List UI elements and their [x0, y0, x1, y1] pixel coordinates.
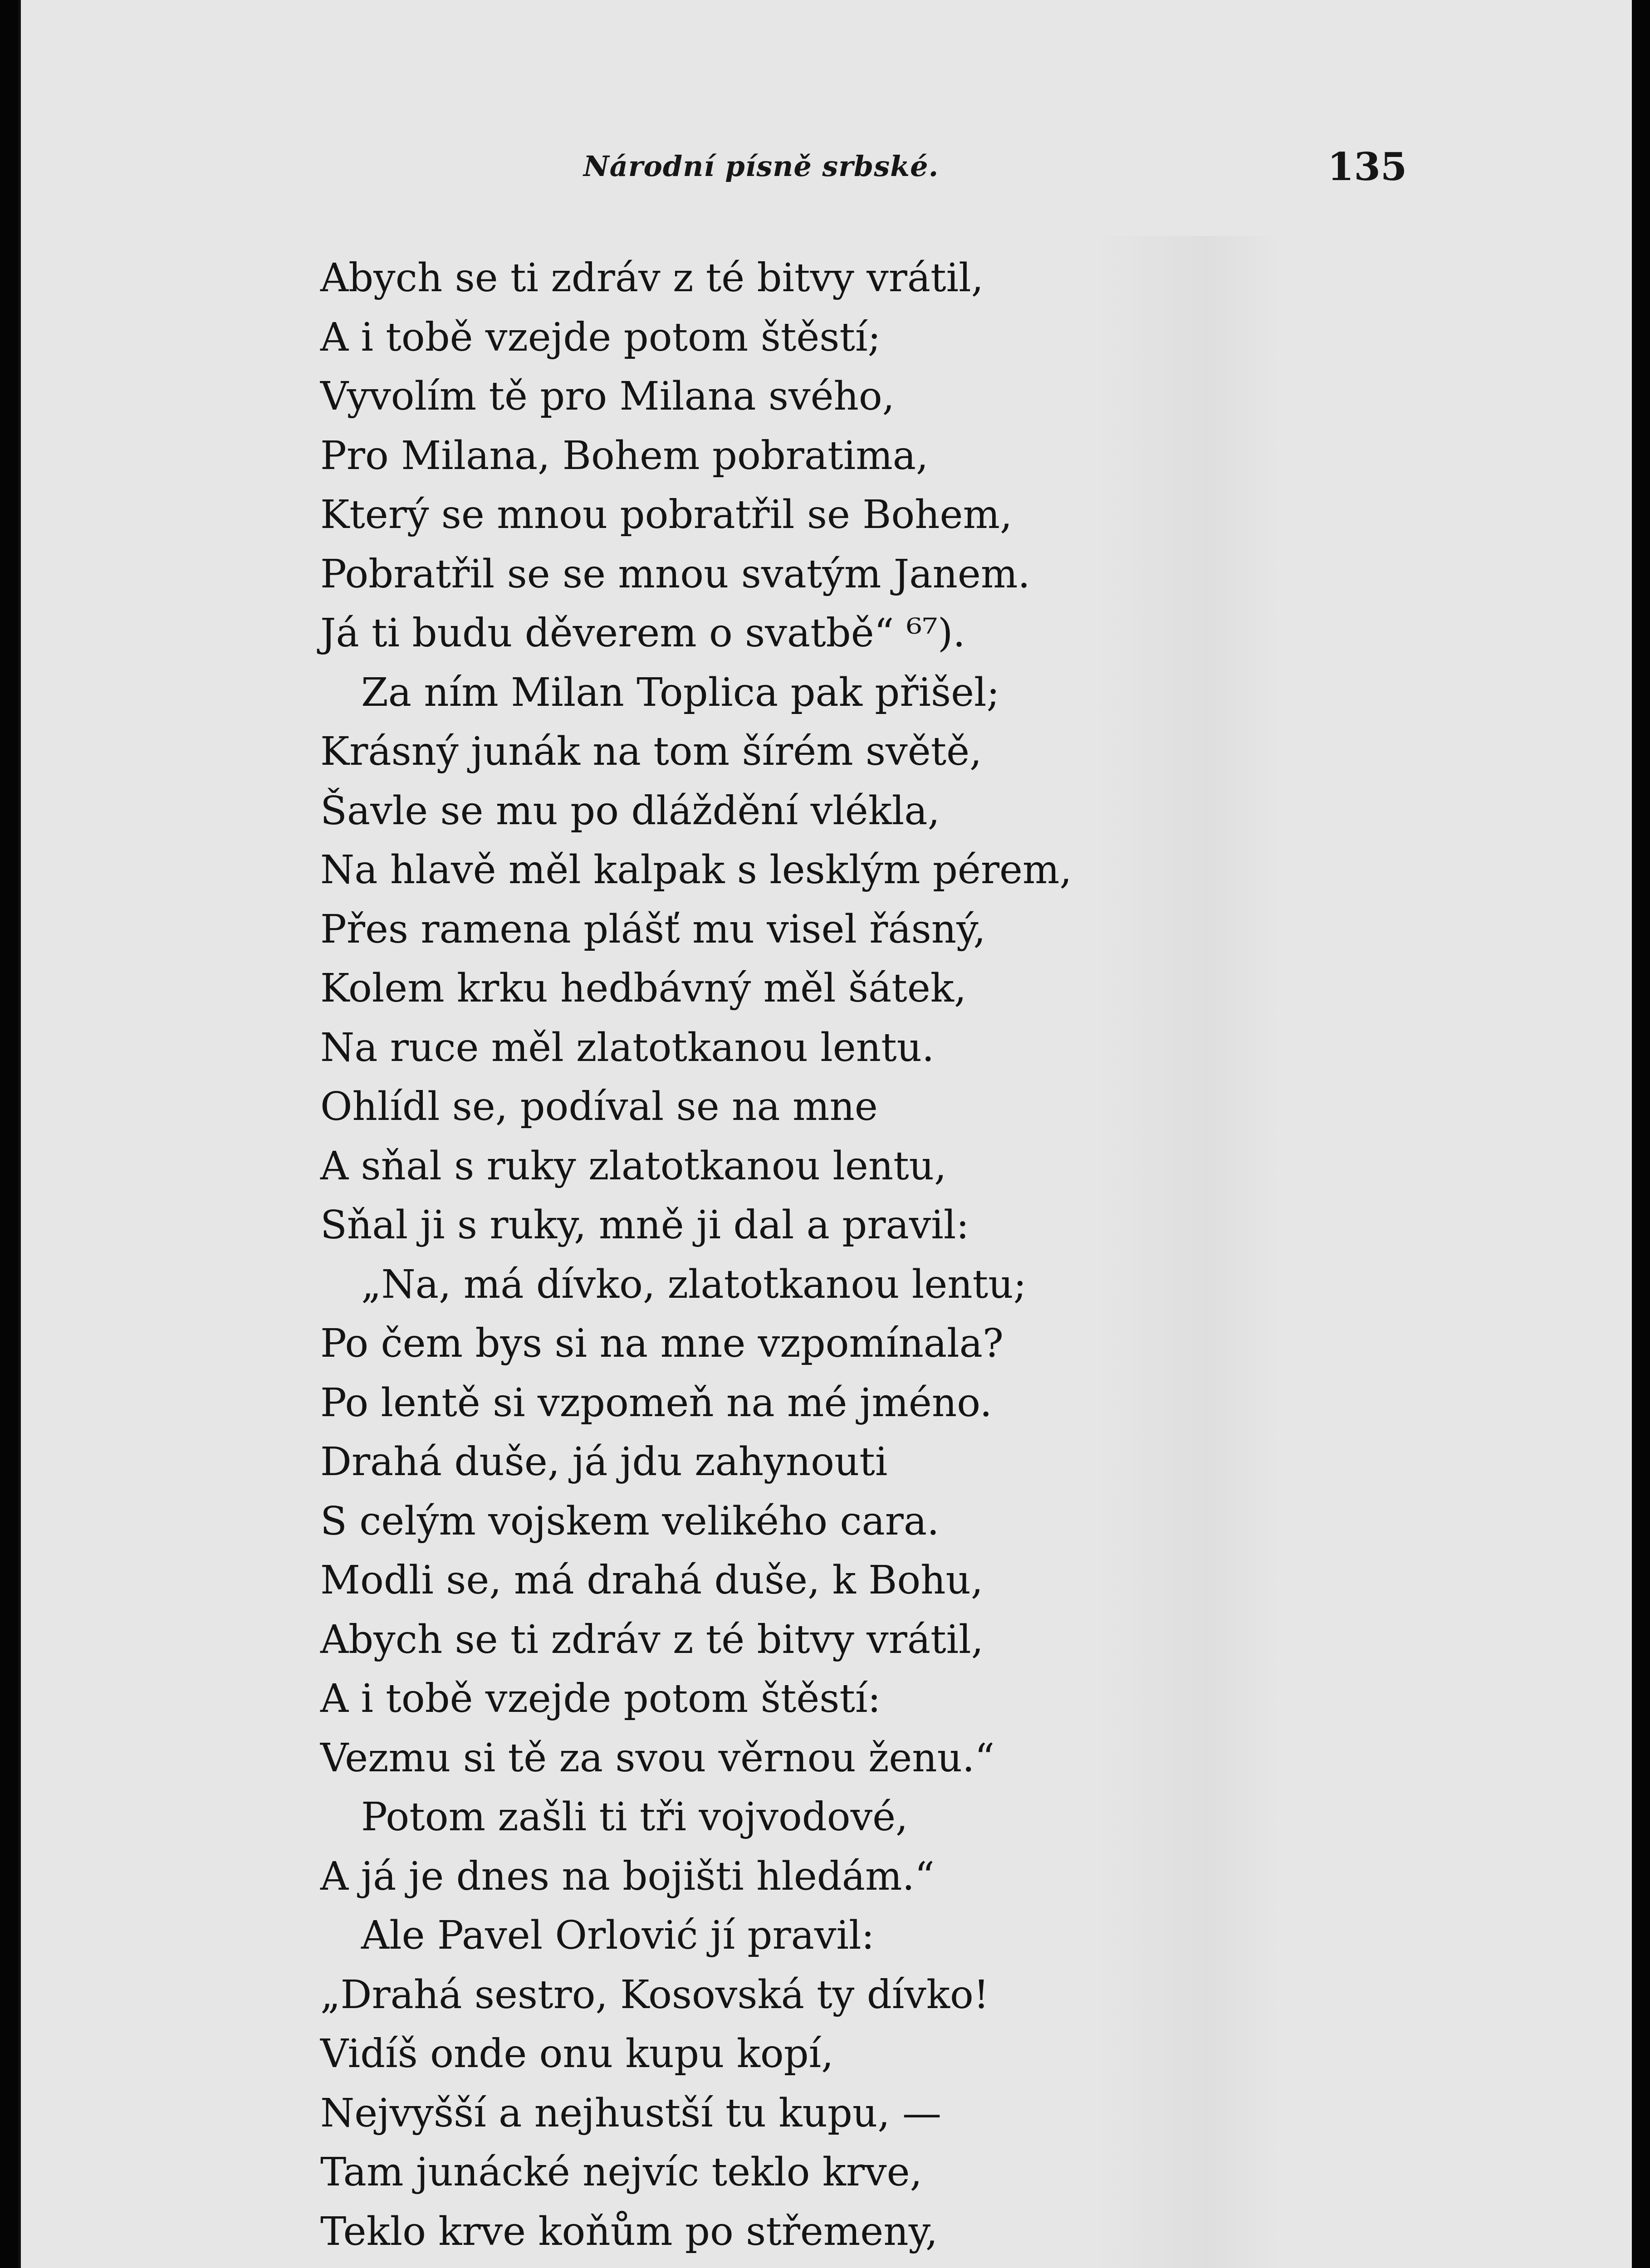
book-page: [18, 0, 1632, 2268]
verse-line: Na ruce měl zlatotkanou lentu.: [320, 1025, 935, 1070]
verse-line: Který se mnou pobratřil se Bohem,: [320, 492, 1013, 538]
scan-left-border: [0, 0, 18, 2268]
verse-line: Vyvolím tě pro Milana svého,: [320, 374, 895, 419]
verse-line: Šavle se mu po dláždění vlékla,: [320, 788, 940, 834]
verse-line: Vidíš onde onu kupu kopí,: [320, 2031, 834, 2077]
verse-line: Potom zašli ti tři vojvodové,: [361, 1794, 908, 1840]
verse-line: Za ním Milan Toplica pak přišel;: [361, 670, 1000, 715]
verse-line: Ohlídl se, podíval se na mne: [320, 1084, 878, 1129]
verse-line: Kolem krku hedbávný měl šátek,: [320, 966, 967, 1011]
verse-line: A i tobě vzejde potom štěstí;: [320, 314, 881, 360]
scan-right-border: [1632, 0, 1650, 2268]
verse-line: Sňal ji s ruky, mně ji dal a pravil:: [320, 1202, 969, 1248]
verse-line: Krásný junák na tom šírém světě,: [320, 729, 982, 774]
poem-verse: [320, 249, 1536, 2268]
page-number: 135: [1327, 144, 1407, 189]
verse-line: Já ti budu děverem o svatbě“ ⁶⁷).: [320, 611, 965, 656]
verse-line: A sňal s ruky zlatotkanou lentu,: [320, 1143, 947, 1189]
verse-line: „Drahá sestro, Kosovská ty dívko!: [320, 1972, 989, 2018]
verse-line: Teklo krve koňům po střemeny,: [320, 2209, 938, 2254]
verse-line: Abych se ti zdráv z té bitvy vrátil,: [320, 255, 984, 301]
verse-line: Po čem bys si na mne vzpomínala?: [320, 1321, 1004, 1366]
verse-line: S celým vojskem velikého cara.: [320, 1498, 940, 1544]
verse-line: Po lentě si vzpomeň na mé jméno.: [320, 1380, 992, 1426]
verse-line: Modli se, má drahá duše, k Bohu,: [320, 1558, 984, 1603]
verse-line: Přes ramena plášť mu visel řásný,: [320, 906, 986, 952]
verse-line: „Na, má dívko, zlatotkanou lentu;: [361, 1261, 1027, 1307]
verse-line: Pobratřil se se mnou svatým Janem.: [320, 551, 1030, 597]
verse-line: Tam junácké nejvíc teklo krve,: [320, 2150, 922, 2195]
verse-line: Nejvyšší a nejhustší tu kupu, —: [320, 2090, 941, 2136]
verse-line: [320, 2261, 1536, 2268]
verse-line: Pro Milana, Bohem pobratima,: [320, 433, 929, 479]
verse-line: A i tobě vzejde potom štěstí:: [320, 1676, 881, 1721]
verse-line: Ale Pavel Orlović jí pravil:: [361, 1913, 875, 1958]
verse-line: A já je dnes na bojišti hledám.“: [320, 1853, 935, 1899]
running-title: Národní písně srbské.: [583, 150, 939, 183]
verse-line: Vezmu si tě za svou věrnou ženu.“: [320, 1735, 995, 1781]
verse-line: Abych se ti zdráv z té bitvy vrátil,: [320, 1617, 984, 1662]
verse-line: Drahá duše, já jdu zahynouti: [320, 1439, 888, 1485]
verse-line: Na hlavě měl kalpak s lesklým pérem,: [320, 847, 1072, 893]
